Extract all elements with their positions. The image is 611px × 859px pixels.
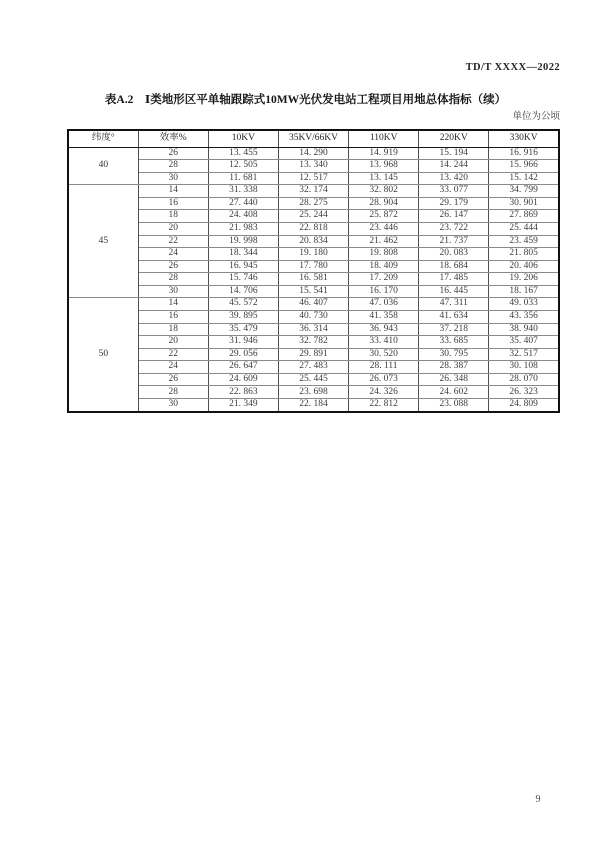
value-cell: 26. 147 bbox=[419, 210, 489, 223]
value-cell: 13. 455 bbox=[208, 147, 278, 160]
table-row bbox=[68, 172, 559, 185]
value-cell: 33. 685 bbox=[419, 336, 489, 349]
value-cell: 29. 179 bbox=[419, 197, 489, 210]
value-cell: 25. 244 bbox=[278, 210, 348, 223]
table-row bbox=[68, 260, 559, 273]
value-cell: 28. 387 bbox=[419, 361, 489, 374]
value-cell: 30. 795 bbox=[419, 348, 489, 361]
value-cell: 21. 462 bbox=[349, 235, 419, 248]
value-cell: 22. 818 bbox=[278, 222, 348, 235]
value-cell: 15. 966 bbox=[489, 160, 559, 173]
efficiency-cell: 14 bbox=[138, 185, 208, 198]
value-cell: 28. 904 bbox=[349, 197, 419, 210]
efficiency-cell: 30 bbox=[138, 399, 208, 412]
table-row bbox=[68, 373, 559, 386]
efficiency-cell: 30 bbox=[138, 285, 208, 298]
indicator-table-container bbox=[67, 129, 560, 413]
value-cell: 16. 916 bbox=[489, 147, 559, 160]
value-cell: 29. 891 bbox=[278, 348, 348, 361]
value-cell: 25. 444 bbox=[489, 222, 559, 235]
value-cell: 14. 244 bbox=[419, 160, 489, 173]
value-cell: 33. 410 bbox=[349, 336, 419, 349]
value-cell: 49. 033 bbox=[489, 298, 559, 311]
value-cell: 22. 812 bbox=[349, 399, 419, 412]
value-cell: 15. 142 bbox=[489, 172, 559, 185]
value-cell: 24. 408 bbox=[208, 210, 278, 223]
column-header: 效率% bbox=[138, 130, 208, 147]
table-row bbox=[68, 386, 559, 399]
value-cell: 13. 420 bbox=[419, 172, 489, 185]
value-cell: 16. 581 bbox=[278, 273, 348, 286]
value-cell: 11. 681 bbox=[208, 172, 278, 185]
page-number: 9 bbox=[535, 794, 541, 805]
efficiency-cell: 22 bbox=[138, 235, 208, 248]
table-row bbox=[68, 348, 559, 361]
value-cell: 27. 483 bbox=[278, 361, 348, 374]
value-cell: 41. 358 bbox=[349, 311, 419, 324]
efficiency-cell: 24 bbox=[138, 248, 208, 261]
column-header: 纬度° bbox=[68, 130, 138, 147]
value-cell: 31. 946 bbox=[208, 336, 278, 349]
value-cell: 15. 541 bbox=[278, 285, 348, 298]
value-cell: 32. 782 bbox=[278, 336, 348, 349]
value-cell: 12. 517 bbox=[278, 172, 348, 185]
value-cell: 35. 479 bbox=[208, 323, 278, 336]
value-cell: 35. 407 bbox=[489, 336, 559, 349]
efficiency-cell: 20 bbox=[138, 336, 208, 349]
value-cell: 16. 445 bbox=[419, 285, 489, 298]
efficiency-cell: 18 bbox=[138, 323, 208, 336]
value-cell: 24. 602 bbox=[419, 386, 489, 399]
efficiency-cell: 24 bbox=[138, 361, 208, 374]
value-cell: 32. 802 bbox=[349, 185, 419, 198]
value-cell: 17. 485 bbox=[419, 273, 489, 286]
table-row bbox=[68, 222, 559, 235]
value-cell: 19. 808 bbox=[349, 248, 419, 261]
value-cell: 36. 943 bbox=[349, 323, 419, 336]
value-cell: 27. 869 bbox=[489, 210, 559, 223]
value-cell: 45. 572 bbox=[208, 298, 278, 311]
value-cell: 23. 459 bbox=[489, 235, 559, 248]
value-cell: 30. 901 bbox=[489, 197, 559, 210]
value-cell: 27. 440 bbox=[208, 197, 278, 210]
latitude-cell: 40 bbox=[68, 147, 138, 185]
table-row bbox=[68, 399, 559, 412]
unit-note: 单位为公顷 bbox=[512, 112, 560, 122]
table-row bbox=[68, 285, 559, 298]
value-cell: 13. 145 bbox=[349, 172, 419, 185]
table-row bbox=[68, 323, 559, 336]
table-row bbox=[68, 197, 559, 210]
value-cell: 23. 088 bbox=[419, 399, 489, 412]
table-row bbox=[68, 361, 559, 374]
value-cell: 28. 111 bbox=[349, 361, 419, 374]
value-cell: 38. 940 bbox=[489, 323, 559, 336]
table-row bbox=[68, 298, 559, 311]
value-cell: 22. 863 bbox=[208, 386, 278, 399]
latitude-cell: 45 bbox=[68, 185, 138, 298]
value-cell: 39. 895 bbox=[208, 311, 278, 324]
value-cell: 23. 722 bbox=[419, 222, 489, 235]
efficiency-cell: 22 bbox=[138, 348, 208, 361]
value-cell: 31. 338 bbox=[208, 185, 278, 198]
efficiency-cell: 16 bbox=[138, 197, 208, 210]
table-row bbox=[68, 160, 559, 173]
value-cell: 33. 077 bbox=[419, 185, 489, 198]
value-cell: 13. 340 bbox=[278, 160, 348, 173]
value-cell: 26. 348 bbox=[419, 373, 489, 386]
efficiency-cell: 28 bbox=[138, 273, 208, 286]
value-cell: 34. 799 bbox=[489, 185, 559, 198]
value-cell: 12. 505 bbox=[208, 160, 278, 173]
header-row bbox=[68, 130, 559, 147]
value-cell: 23. 446 bbox=[349, 222, 419, 235]
value-cell: 37. 218 bbox=[419, 323, 489, 336]
column-header: 35KV/66KV bbox=[278, 130, 348, 147]
value-cell: 29. 056 bbox=[208, 348, 278, 361]
value-cell: 21. 983 bbox=[208, 222, 278, 235]
value-cell: 14. 290 bbox=[278, 147, 348, 160]
table-title: 表A.2 Ⅰ类地形区平单轴跟踪式10MW光伏发电站工程项目用地总体指标（续） bbox=[104, 94, 507, 106]
column-header: 110KV bbox=[349, 130, 419, 147]
value-cell: 20. 834 bbox=[278, 235, 348, 248]
value-cell: 17. 209 bbox=[349, 273, 419, 286]
value-cell: 22. 184 bbox=[278, 399, 348, 412]
efficiency-cell: 28 bbox=[138, 386, 208, 399]
value-cell: 43. 356 bbox=[489, 311, 559, 324]
value-cell: 19. 998 bbox=[208, 235, 278, 248]
value-cell: 19. 206 bbox=[489, 273, 559, 286]
value-cell: 28. 275 bbox=[278, 197, 348, 210]
value-cell: 14. 706 bbox=[208, 285, 278, 298]
value-cell: 41. 634 bbox=[419, 311, 489, 324]
table-row bbox=[68, 235, 559, 248]
value-cell: 18. 344 bbox=[208, 248, 278, 261]
value-cell: 15. 194 bbox=[419, 147, 489, 160]
value-cell: 23. 698 bbox=[278, 386, 348, 399]
document-code: TD/T XXXX—2022 bbox=[465, 62, 560, 73]
value-cell: 18. 684 bbox=[419, 260, 489, 273]
value-cell: 26. 647 bbox=[208, 361, 278, 374]
value-cell: 18. 167 bbox=[489, 285, 559, 298]
efficiency-cell: 30 bbox=[138, 172, 208, 185]
value-cell: 47. 036 bbox=[349, 298, 419, 311]
table-row bbox=[68, 147, 559, 160]
value-cell: 47. 311 bbox=[419, 298, 489, 311]
value-cell: 25. 445 bbox=[278, 373, 348, 386]
table-row bbox=[68, 273, 559, 286]
efficiency-cell: 26 bbox=[138, 373, 208, 386]
value-cell: 26. 073 bbox=[349, 373, 419, 386]
value-cell: 40. 730 bbox=[278, 311, 348, 324]
table-row bbox=[68, 336, 559, 349]
value-cell: 25. 872 bbox=[349, 210, 419, 223]
column-header: 220KV bbox=[419, 130, 489, 147]
table-row bbox=[68, 185, 559, 198]
value-cell: 15. 746 bbox=[208, 273, 278, 286]
table-row bbox=[68, 210, 559, 223]
efficiency-cell: 26 bbox=[138, 260, 208, 273]
indicator-table bbox=[67, 129, 560, 413]
column-header: 330KV bbox=[489, 130, 559, 147]
efficiency-cell: 20 bbox=[138, 222, 208, 235]
value-cell: 17. 780 bbox=[278, 260, 348, 273]
table-row bbox=[68, 248, 559, 261]
efficiency-cell: 18 bbox=[138, 210, 208, 223]
value-cell: 20. 406 bbox=[489, 260, 559, 273]
value-cell: 32. 174 bbox=[278, 185, 348, 198]
value-cell: 24. 809 bbox=[489, 399, 559, 412]
value-cell: 21. 805 bbox=[489, 248, 559, 261]
value-cell: 20. 083 bbox=[419, 248, 489, 261]
efficiency-cell: 26 bbox=[138, 147, 208, 160]
efficiency-cell: 16 bbox=[138, 311, 208, 324]
value-cell: 26. 323 bbox=[489, 386, 559, 399]
value-cell: 36. 314 bbox=[278, 323, 348, 336]
value-cell: 19. 180 bbox=[278, 248, 348, 261]
value-cell: 16. 945 bbox=[208, 260, 278, 273]
value-cell: 46. 407 bbox=[278, 298, 348, 311]
value-cell: 16. 170 bbox=[349, 285, 419, 298]
value-cell: 14. 919 bbox=[349, 147, 419, 160]
value-cell: 30. 108 bbox=[489, 361, 559, 374]
latitude-cell: 50 bbox=[68, 298, 138, 412]
value-cell: 32. 517 bbox=[489, 348, 559, 361]
efficiency-cell: 14 bbox=[138, 298, 208, 311]
table-header bbox=[68, 130, 559, 147]
value-cell: 21. 737 bbox=[419, 235, 489, 248]
table-body bbox=[68, 147, 559, 412]
value-cell: 28. 070 bbox=[489, 373, 559, 386]
efficiency-cell: 28 bbox=[138, 160, 208, 173]
value-cell: 18. 409 bbox=[349, 260, 419, 273]
value-cell: 21. 349 bbox=[208, 399, 278, 412]
column-header: 10KV bbox=[208, 130, 278, 147]
value-cell: 13. 968 bbox=[349, 160, 419, 173]
value-cell: 30. 520 bbox=[349, 348, 419, 361]
table-row bbox=[68, 311, 559, 324]
value-cell: 24. 609 bbox=[208, 373, 278, 386]
value-cell: 24. 326 bbox=[349, 386, 419, 399]
